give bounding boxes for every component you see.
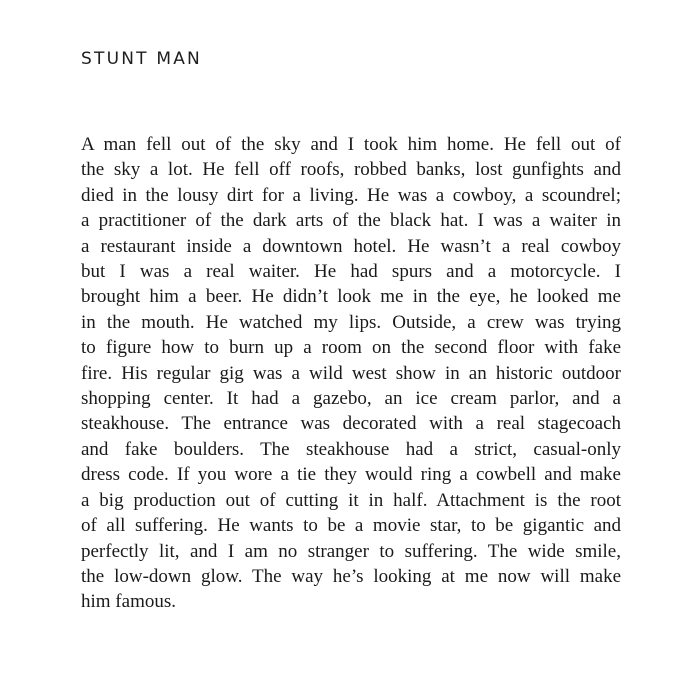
- text-line: and fake boulders. The steakhouse had a strict, casual-only: [81, 438, 621, 460]
- text-line: him famous.: [81, 591, 176, 613]
- text-line: dress code. If you wore a tie they would ring a cowbell and make: [81, 464, 621, 486]
- text-line: steakhouse. The entrance was decorated with a real stagecoach: [81, 413, 621, 435]
- text-line: fire. His regular gig was a wild west show in an historic outdoor: [81, 362, 621, 384]
- text-line: shopping center. It had a gazebo, an ice cream parlor, and a: [81, 388, 621, 410]
- text-line: but I was a real waiter. He had spurs and a motorcycle. I: [81, 261, 621, 283]
- poem-title: STUNT MAN: [81, 49, 202, 69]
- prose-poem-body: [81, 132, 621, 615]
- text-line: the low-down glow. The way he’s looking at me now will make: [81, 565, 621, 587]
- text-line: brought him a beer. He didn’t look me in the eye, he looked me: [81, 286, 621, 308]
- text-line: in the mouth. He watched my lips. Outside, a crew was trying: [81, 311, 621, 333]
- text-line: a practitioner of the dark arts of the black hat. I was a waiter in: [81, 210, 621, 232]
- text-line: to figure how to burn up a room on the second floor with fake: [81, 337, 621, 359]
- text-line: the sky a lot. He fell off roofs, robbed banks, lost gunfights and: [81, 159, 621, 181]
- text-line: perfectly lit, and I am no stranger to suffering. The wide smile,: [81, 540, 621, 562]
- text-line: of all suffering. He wants to be a movie star, to be gigantic and: [81, 515, 621, 537]
- text-line: a big production out of cutting it in half. Attachment is the root: [81, 489, 621, 511]
- text-line: A man fell out of the sky and I took him home. He fell out of: [81, 134, 621, 155]
- text-line: died in the lousy dirt for a living. He was a cowboy, a scoundrel;: [81, 184, 621, 206]
- text-line: a restaurant inside a downtown hotel. He wasn’t a real cowboy: [81, 235, 621, 257]
